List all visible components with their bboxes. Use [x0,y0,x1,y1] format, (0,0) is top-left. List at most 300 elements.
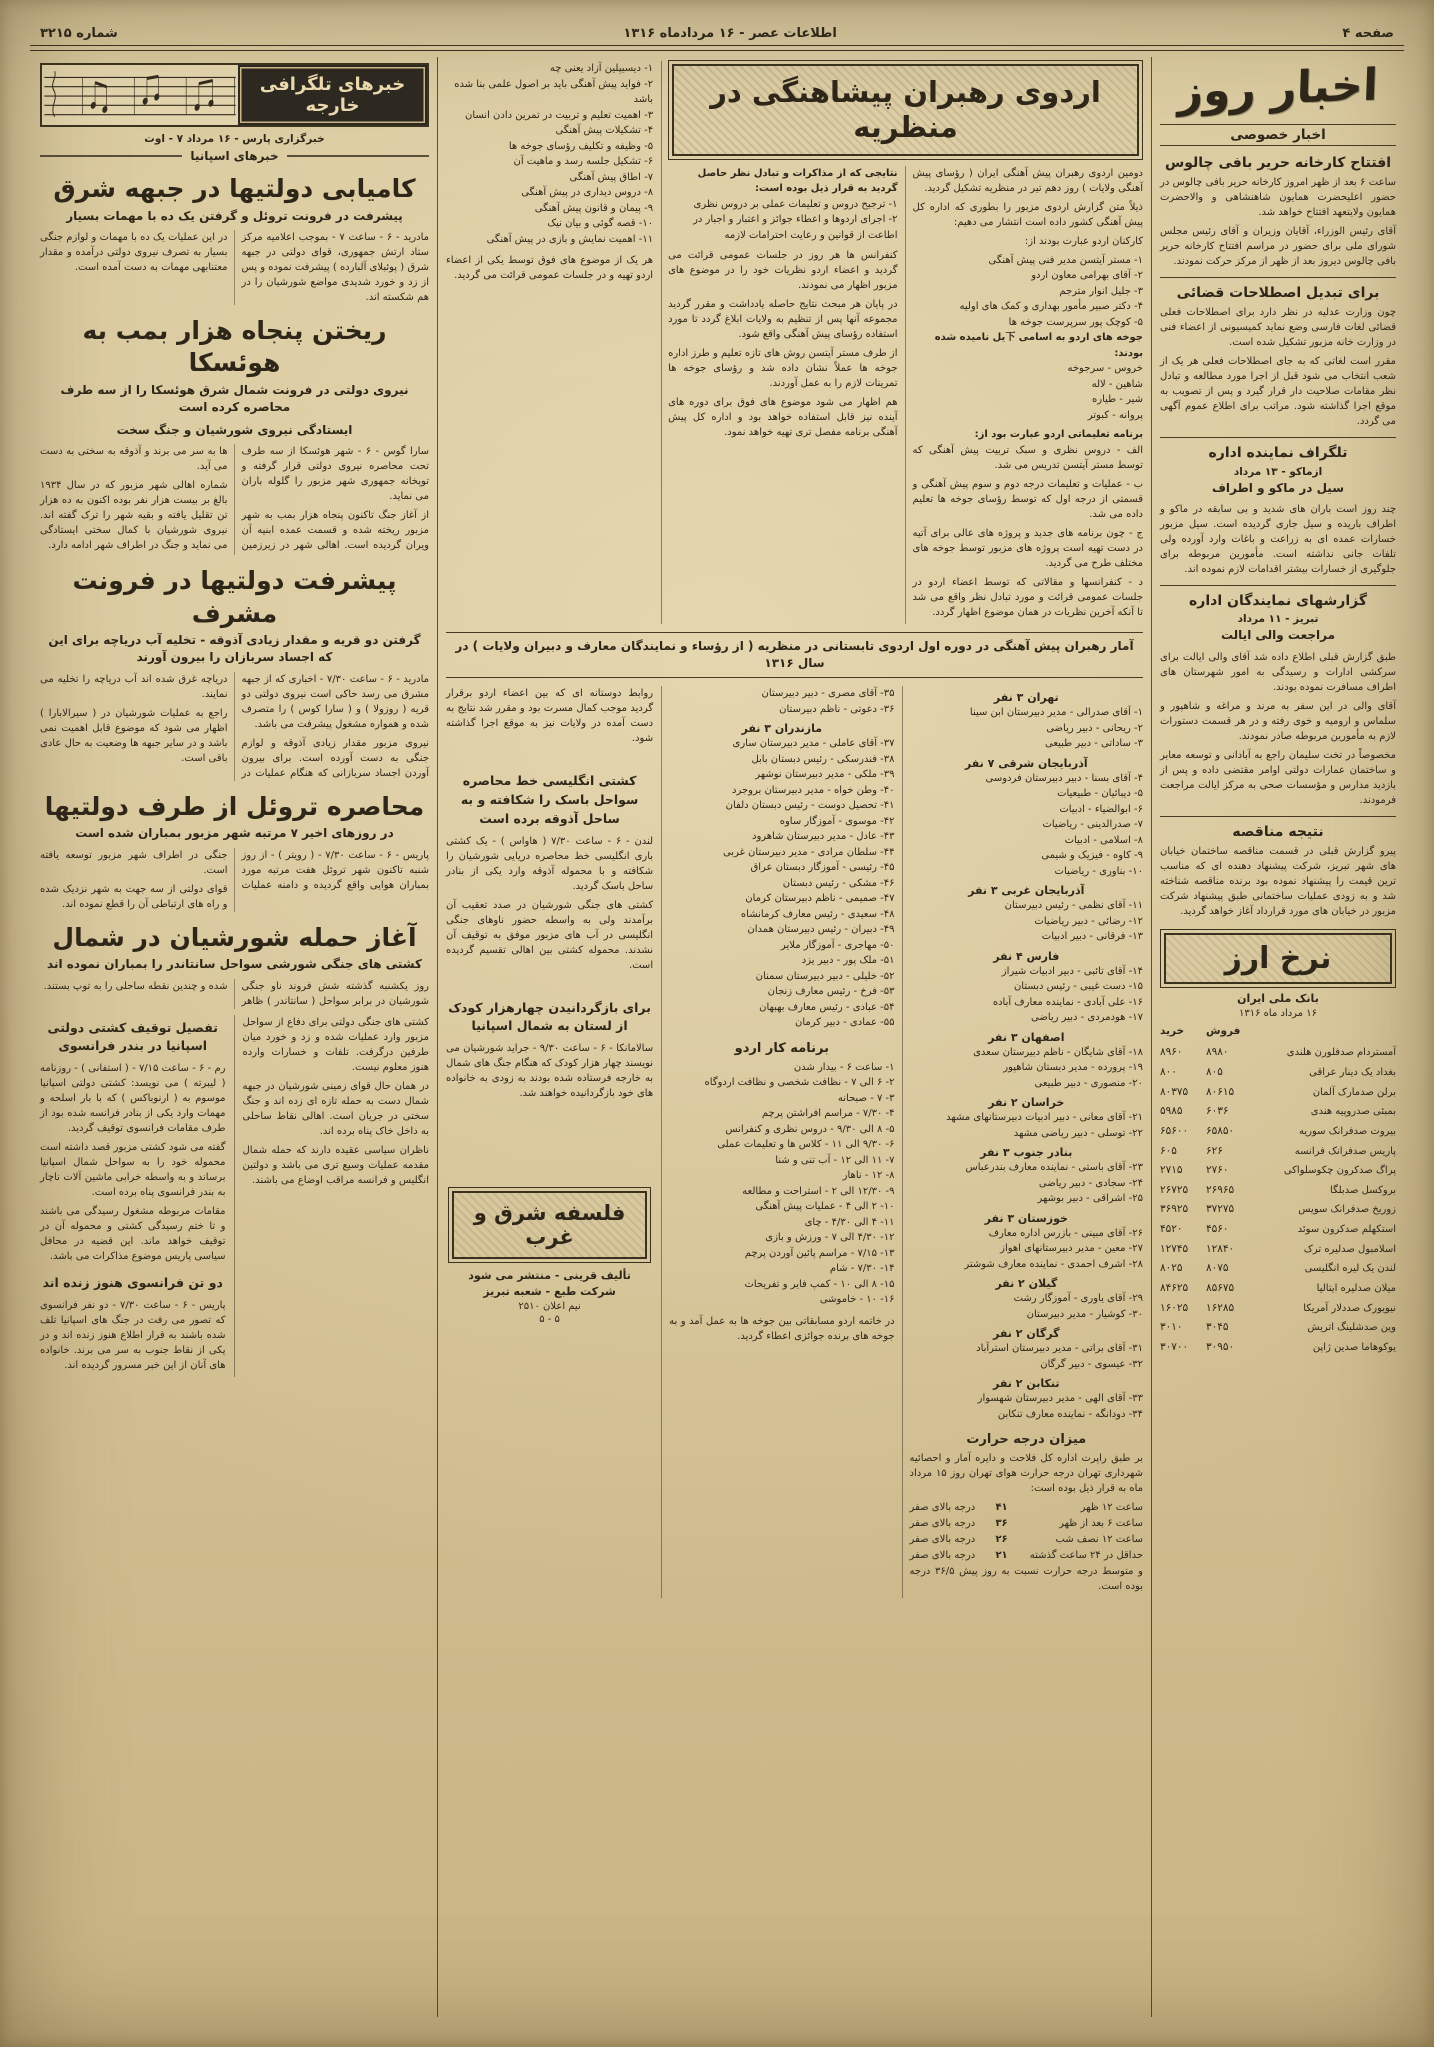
scout-intro-col-left [668,166,905,624]
exchange-sell-value: ۳۰۹۵۰ [1206,1340,1235,1353]
philosophy-ad-line: تألیف قرینی - منتشر می شود [468,1269,631,1283]
stats-entries [669,736,894,783]
exchange-row [1160,1203,1396,1217]
stats-entries [669,686,894,717]
exchange-sell-value: ۸۵۶۷۵ [1206,1282,1235,1295]
stats-entry: ۲۵- اشراقی - دبیر بوشهر [1037,1193,1143,1205]
stats-entry: ۴۷- صمیمی - ناظم دبیرستان کرمان [745,893,895,905]
exchange-row [1160,1282,1396,1296]
column-daily-news [1152,57,1404,2017]
stats-entry: ۳۸- فندرسکی - رئیس دبستان بابل [751,753,895,765]
paragraph: مادرید - ۶ - ساعت ۷/۳۰ - اخباری که از جبهه مشرق می رسد حاکی است نیروی دولتی دو قریه ( روزولا ) و ( سارا کوس ) را متصرف شده و همواره مشغول پیشرفت می باشد. [241,673,429,730]
paragraph: و متوسط درجه حرارت نسبت به روز پیش ۳۶/۵ درجه بوده است. [909,1566,1143,1593]
paragraph: کارکنان اردو عبارت بودند از: [1024,235,1143,247]
list-item: ۱- دیسیپلین آزاد یعنی چه [549,63,654,74]
list-item: ۳- اهمیت تعلیم و تربیت در تمرین دادن انسان [464,109,654,121]
temperature-row [910,1516,1143,1532]
stats-entries [910,1160,1143,1207]
stats-group-title: خوزستان ۳ نفر [984,1211,1068,1225]
foreign-bottom-split [40,1015,429,1377]
body-ship-seizure [40,1061,226,1264]
exchange-currency-name: نیویورک صددلار آمریکا [1303,1302,1396,1314]
stats-entry: ۴۵- رئیسی - آموزگار دبستان عراق [750,862,895,874]
stats-entry: ۴۱- تحصیل دوست - رئیس دبستان دلفان [725,800,895,812]
exchange-buy-value: ۱۶۰۲۵ [1160,1301,1189,1314]
headline-teruel-siege: محاصره تروئل از طرف دولتیها [44,791,425,821]
stats-entry: ۳- ساداتی - دبیر طبیعی [1044,738,1143,750]
temperature-value: ۳۶ [995,1518,1008,1530]
exchange-buy-value: ۵۹۸۵ [1160,1105,1183,1118]
stats-entries [910,1341,1143,1372]
schedule-item: ۷- ۱۱ الی ۱۲ - آب تنی و شنا [775,1154,895,1166]
paragraph: مقامات مربوطه مشغول رسیدگی می باشند و تا ختم رسیدگی کشتی و محموله آن در توقیف خواهد ماند. این قضیه در محافل سیاسی پاریس موضوع مذاکرات می باشد. [40,1206,226,1263]
list-item: ۱۰- قصه گوئی و بیان نیک [547,218,654,229]
stats-entry: ۵۲- خلیلی - دبیر دبیرستان سمنان [755,970,895,982]
stats-entry: ۶- ابوالضیاء - ادبیات [1059,803,1143,815]
scout-intro-columns [668,166,1143,624]
headline-huesca-bombs: ریختن پنجاه هزار بمب به هوئسکا [82,315,387,378]
paragraph: کشتی های جنگی شورشیان در صدد تعقیب آن برآمدند ولی به واسطه حضور ناوهای جنگی انگلیسی در آب های مزبور موفق به توقیف آن نشدند. محموله کشتی بین اهالی تقسیم گردیده است. [446,899,654,971]
exchange-sell-value: ۶۵۸۵۰ [1206,1124,1235,1137]
scout-closing [446,686,653,746]
list-item: ۱۱- اهمیت نمایش و بازی در پیش آهنگی [486,233,654,245]
temperature-label: حداقل در ۲۴ ساعت گذشته [1029,1550,1143,1562]
schedule-item: ۱۵- ۸ الی ۱۰ - کمپ فایر و تفریحات [744,1278,895,1290]
list-item: شیر - طیاره [1092,394,1143,406]
paragraph: سالامانکا - ۶ - ساعت ۹/۳۰ - جراید شورشیان می نویسند چهار هزار کودک که هنگام جنگ های شمال به خارجه فرستاده شده بودند به زودی به خانواده های خود بازگردانیده خواهند شد. [446,1043,654,1100]
exchange-sell-value: ۳۰۴۵ [1206,1321,1229,1334]
paragraph: آقای والی در این سفر به مرند و مراغه و شاهپور و سلماس و ارومیه و خوی رفته و در هر قسمت دستورات لازم به مأمورین مربوطه صادر نمودند. [1160,700,1396,742]
temperature-value: ۴۱ [995,1502,1008,1514]
schedule-item: ۱۱- ۴ الی ۴/۳۰ - چای [804,1216,895,1228]
exchange-bank-name: بانک ملی ایران [1237,991,1319,1005]
stats-group-title: اصفهان ۳ نفر [988,1030,1065,1044]
exchange-currency-name: بیروت صدفرانک سوریه [1299,1125,1396,1137]
list-item: ۲- اجرای اردوها و اعطاء جوائز و اعتبار و اجبار در اطاعت از قوانین و رعایت احترامات لازمه [693,214,898,241]
issue-number: شماره ۳۲۱۵ [40,26,118,41]
exchange-currency-name: وین صدشلینگ اتریش [1307,1322,1396,1334]
exchange-row [1160,1164,1396,1178]
body-north-attack [40,979,429,1009]
british-ship-body [446,834,653,973]
exchange-buy-value: ۴۵۲۰ [1160,1223,1183,1236]
subhead-north-attack: کشتی های جنگی شورشی سواحل سانتاندر را بمباران نموده اند [47,957,422,972]
philosophy-ad-publisher: شرکت طبع - شعبه تبریز [483,1285,616,1299]
list-item: ۵- کوچک پور سرپرست جوخه ها [1008,316,1143,328]
stats-entry: ۴- آقای بسنا - دبیر دبیرستان فردوسی [985,772,1143,784]
article-east-advance [40,565,429,781]
stats-entry: ۱- آقای صدرالی - مدیر دبیرستان ابن سینا [969,707,1143,719]
stats-entry: ۱۰- بناوری - ریاضیات [1054,865,1143,877]
exchange-sell-value: ۴۵۶۰ [1206,1223,1229,1236]
schedule-item: ۲- ۶ الی ۷ - نظافت شخصی و نظافت اردوگاه [704,1077,895,1089]
stats-entry: ۵۵- عمادی - دبیر کرمان [794,1017,895,1029]
paragraph: قوای دولتی از سه جهت به شهر نزدیک شده و راه های ارتباطی آن را قطع نموده اند. [40,883,228,910]
stats-group [910,1212,1143,1273]
paragraph: چند روز است باران های شدید و بی سابقه در ماکو و اطراف باریده و سیل جاری گردیده است. سیل مزبور خسارات عمده ای به زراعت و باغات وارد آورده ولی تلفات جانی نداشته است. مأمورین مربوطه برای جلوگیری از خسارات بیشتر اقدامات لازم نموده اند. [1160,503,1396,575]
stats-entry: ۱۶- علی آبادی - نماینده معارف آباده [992,996,1143,1008]
stats-entries [910,1110,1143,1141]
paragraph: بر طبق راپرت اداره کل فلاحت و دایره آمار و احصائیه شهرداری تهران درجه حرارت هوای تهران روز ۱۵ مرداد ماه به قرار ذیل بوده است: [909,1453,1143,1495]
stats-entry: ۴۰- وطن خواه - مدیر دبیرستان بروجرد [731,784,895,796]
temperature-value: ۲۱ [995,1550,1008,1562]
stats-entry: ۵- دیبائیان - طبیعیات [1057,788,1143,800]
exchange-buy-value: ۸۹۶۰ [1160,1046,1183,1059]
page-number: صفحه ۴ [1342,26,1394,41]
article-huesca-bombs [40,315,429,555]
temperature-table [910,1500,1143,1564]
scout-curriculum-column [446,61,662,624]
daily-news-calligraphy-title: اخبار روز [1177,59,1379,118]
paragraph: سارا گوس - ۶ - شهر هوئسکا از سه طرف تحت محاصره نیروی دولتی قرار گرفته و توپخانه جمهوری شهر مزبور را گلوله باران می نماید. [241,446,430,503]
paragraph: کشتی های جنگی دولتی برای دفاع از سواحل مزبور وارد عملیات شده و زد و خورد میان طرفین درگرفت. تلفات و خسارات وارده هنوز معلوم نیست. [242,1016,429,1073]
stats-group [910,1277,1143,1322]
foreign-bottom-right [235,1015,430,1377]
subhead-east-advance: گرفتن دو قریه و مقدار زیادی آذوقه - تخلیه آب دریاچه برای این که اجساد سربازان را بیرون آورند [48,633,421,665]
exchange-buy-value: ۲۶۷۲۵ [1160,1183,1189,1196]
subhead-flood-maku: سیل در ماکو و اطراف [1211,480,1345,495]
paragraph: پاریس - ۶ - ساعت ۷/۳۰ - ( رویتر ) - از روز شنبه تاکنون شهر تروئل هفت مرتبه مورد بمباران هوایی واقع گردیده و دامنه عملیات جنگی در اطراف شهر مزبور توسعه یافته است. [40,849,430,891]
article-teruel-siege [40,791,429,912]
exchange-row [1160,1302,1396,1316]
paragraph: پاریس - ۶ - ساعت ۷/۳۰ - دو نفر فرانسوی که تصور می رفت در جنگ های اسپانیا تلف شده باشند به قرار اطلاع هنوز زنده اند و در یکی از نقاط جنوب به سر می برند. خانواده های آنان از این خبر مسرور گردیده اند. [40,1299,226,1371]
stats-entry: ۲۰- منصوری - دبیر طبیعی [1034,1077,1143,1089]
stats-entry: ۵۰- مهاجری - آموزگار ملایر [780,939,895,951]
article-body-chalus [1160,175,1396,269]
exchange-buy-value: ۸۴۶۲۵ [1160,1282,1189,1295]
page-inner [30,24,1404,2029]
paragraph: ج - چون برنامه های جدید و پروژه های عالی برای آتیه در دست تهیه است پروژه های مزبور توسط جوخه های مختلف طرح می گردید. [912,527,1143,569]
scout-stats-header: آمار رهبران پیش آهنگی در دوره اول اردوی تابستانی در منظریه ( از رؤساء و نمایندگان معارف و دبیران ولایات ) در سال ۱۳۱۶ [446,632,1143,679]
exchange-date: ۱۶ مرداد ماه ۱۳۱۶ [1239,1007,1317,1019]
exchange-currency-name: لندن یک لیره انگلیسی [1304,1263,1396,1275]
stats-group [910,1096,1143,1141]
camp-program-title: برنامه کار اردو [734,1040,829,1056]
scout-main [662,61,1143,624]
stats-group-title: مازندران ۳ نفر [741,722,823,736]
exchange-sell-value: ۸۰۶۱۵ [1206,1085,1235,1098]
stats-entry: ۳۳- آقای الهی - مدیر دبیرستان شهسوار [977,1393,1143,1405]
article-east-front [40,173,429,305]
north-attack-continuation [243,1015,430,1188]
subhead-governor-return: مراجعت والی ایالت [1220,628,1336,643]
stats-entry: ۲۲- توسلی - دبیر ریاضی مشهد [1013,1127,1143,1139]
temperature-unit: درجه بالای صفر [909,1534,976,1546]
scout-curriculum-list [446,61,653,247]
temperature-unit: درجه بالای صفر [909,1502,976,1514]
article-title-chalus: افتتاح کارخانه حریر بافی چالوس [1164,155,1392,171]
exchange-buy-value: ۱۲۷۴۵ [1160,1242,1189,1255]
subhead-teruel-siege: در روزهای اخیر ۷ مرتبه شهر مزبور بمباران شده است [75,826,394,841]
stats-group-title: خراسان ۲ نفر [988,1096,1065,1110]
column-scout-camp [438,57,1152,2017]
paragraph: هر یک از موضوع های فوق توسط یکی از اعضاء اردو تهیه و در جلسات عمومی قرائت می گردید. [446,255,654,281]
exchange-row [1160,1243,1396,1257]
headline-east-advance: پیشرفت دولتیها در فرونت مشرف [72,566,397,628]
scout-discussion [668,248,897,440]
exchange-buy-value: ۸۰۰ [1160,1066,1177,1078]
stats-entries [910,1045,1143,1092]
article-title-tender-result: نتیجه مناقصه [1160,816,1396,841]
stats-entry: ۵۴- عبادی - رئیس معارف بهبهان [759,1001,895,1013]
exchange-table-header [1160,1025,1396,1039]
exchange-currency-name: بروکسل صدبلگا [1330,1184,1396,1196]
stats-entry: ۲۶- آقای مبینی - بازرس اداره معارف [988,1227,1143,1239]
exchange-currency-name: برلن صدمارک آلمان [1312,1086,1396,1098]
stats-group-title: فارس ۴ نفر [993,949,1060,963]
stats-entry: ۲۱- آقای معانی - دبیر ادبیات دبیرستانهای مشهد [946,1112,1143,1124]
exchange-sell-value: ۶۲۶ [1206,1144,1223,1157]
headline-north-attack: آغاز حمله شورشیان در شمال [52,922,417,952]
paragraph: آقای رئیس الوزراء، آقایان وزیران و آقای رئیس مجلس شورای ملی برای حضور در مراسم افتتاح کارخانه حریر بافی چالوس دیروز بعد از ظهر از مرکز حرکت نمودند. [1160,226,1396,268]
exchange-sell-value: ۱۶۲۸۵ [1206,1301,1235,1314]
stats-entries [910,898,1143,945]
columns [30,57,1404,2017]
exchange-row [1160,1046,1396,1060]
subhead-east-front: پیشرفت در فرونت تروئل و گرفتن یک ده با مهمات بسیار [66,208,403,223]
exchange-buy-label: خرید [1160,1024,1185,1037]
paragraph: طبق گزارش قبلی اطلاع داده شد آقای والی ایالت برای سرکشی ادارات و رسیدگی به امور شهرستان های اطراف مسافرت نموده بودند. [1160,651,1396,693]
article-title-telegraph: تلگراف نماینده اداره [1160,437,1396,462]
stats-entry: ۴۸- سعیدی - رئیس معارف کرمانشاه [740,908,895,920]
scout-curriculum-note [446,253,653,283]
exchange-currency-name: اسلامبول صدلیره ترک [1303,1243,1396,1255]
stats-entry: ۱۳- فرقانی - دبیر ادبیات [1041,931,1143,943]
stats-group [910,1031,1143,1092]
stats-entry: ۱۷- هودمردی - دبیر ریاضی [1031,1012,1143,1024]
paragraph: ساعت ۶ بعد از ظهر امروز کارخانه حریر بافی چالوس در حضور اعلیحضرت همایون شاهنشاهی و والاحضرت همایون ولایتعهد افتتاح خواهد شد. [1160,177,1396,219]
stats-entries [910,1391,1143,1422]
masthead [30,24,1404,45]
masthead-title: اطلاعات عصر - ۱۶ مردادماه ۱۳۱۶ [623,26,837,41]
scout-patrols-note: جوخه های اردو به اسامی 下یل نامیده شده بودند: [934,332,1143,359]
paragraph: نیروی مزبور مقدار زیادی آذوقه و لوازم جنگی به دست آورده است. برای بیرون آوردن اجساد سربازانی که هنگام عملیات در دریاچه غرق شده اند آب دریاچه را تخلیه می نمایند. [40,673,429,779]
stats-entry: ۵۳- فرخ - رئیس معارف زنجان [767,986,895,998]
paragraph: ناظران سیاسی عقیده دارند که حمله شمال مقدمه عملیات وسیع تری می باشد و دولتین انگلیس و فرانسه مراقب اوضاع می باشند. [242,1144,429,1186]
list-item: ۴- تشکیلات پیش آهنگی [555,125,654,136]
exchange-row [1160,1184,1396,1198]
paragraph: پیرو گزارش قبلی در قسمت مناقصه ساختمان خیابان های شهر تبریز، شرکت پیشنهاد دهنده ای که مناسب ترین قیمت را پیشنهاد نموده بود برنده مناقصه شناخته شد و به زودی عملیات ساختمانی طبق پیشنهاد شرکت مزبور در خیابان های مورد قرارداد آغاز خواهد گردید. [1160,845,1396,917]
stats-entry: ۳۴- دودانگه - نماینده معارف تنکابن [997,1408,1143,1420]
exchange-currency-name: پاریس صدفرانک فرانسه [1294,1145,1396,1157]
exchange-buy-value: ۶۰۵ [1160,1144,1177,1157]
paragraph: در خاتمه اردو مسابقاتی بین جوخه ها به عمل آمد و به جوخه های برنده جوائزی اعطاء گردید. [669,1315,895,1342]
paragraph: گفته می شود کشتی مزبور قصد داشته است محموله خود را به سواحل شمال اسپانیا برساند و به واسطه خرابی ماشین آلات ناچار به بندر فرانسوی پناه برده است. [40,1142,226,1199]
paragraph: ب - عملیات و تعلیمات درجه دوم و سوم پیش آهنگی و قسمتی از درجه اول که توسط رؤسای جوخه ها تعلیم داده می شد. [912,478,1143,520]
stats-group-title: گرگان ۲ نفر [993,1327,1060,1341]
article-body-governor [1160,650,1396,808]
list-item: ۳- جلیل انوار مترجم [1059,285,1143,297]
private-news-header: اخبار خصوصی [1160,124,1396,146]
stats-entries [910,964,1143,1026]
stats-entry: ۱۲- رضائی - دبیر ریاضیات [1034,915,1143,927]
scout-results-intro: نتایجی که از مذاکرات و تبادل نظر حاصل گردید به قرار ذیل بوده است: [697,167,898,195]
paragraph: کنفرانس ها هر روز در جلسات عمومی قرائت می گردید و اعضاء اردو نظریات خود را در موضوع های مزبور اظهار می نمودند. [668,250,898,292]
temperature-label: ساعت ۱۲ ظهر [1080,1502,1143,1514]
schedule-item: ۹- ۱۲/۳۰ الی ۲ - استراحت و مطالعه [742,1185,895,1197]
list-item: ۴- دکتر صبیر مأمور بهداری و کمک های اولیه [959,301,1143,313]
exchange-currency-name: یوکوهاما صدین ژاپن [1312,1341,1396,1353]
exchange-buy-value: ۳۶۹۲۵ [1160,1203,1189,1216]
exchange-sell-value: ۸۰۷۵ [1206,1262,1229,1275]
paragraph: در این عملیات یک ده با مهمات و لوازم جنگی بسیار به تصرف نیروی دولتی درآمده و مقدار معتنابهی مهمات به دست آمده است. [40,231,228,273]
exchange-sell-value: ۱۲۸۴۰ [1206,1242,1235,1255]
temperature-intro [910,1451,1143,1496]
temperature-label: ساعت ۶ بعد از ظهر [1059,1518,1143,1530]
list-item: ۱- مستر آیتسن مدیر فنی پیش آهنگی [988,254,1143,266]
article-north-attack [40,922,429,1009]
stats-entry: ۹- کاوه - فیزیک و شیمی [1041,850,1143,862]
stats-entry: ۲- ریحانی - دبیر ریاضی [1046,722,1143,734]
schedule-item: ۵- ۸ الی ۹/۳۰ - دروس نظری و کنفرانس [725,1123,895,1135]
exchange-sell-label: فروش [1206,1024,1241,1037]
exchange-buy-value: ۸۰۳۷۵ [1160,1085,1189,1098]
schedule-item: ۱۴- ۷/۳۰ - شام [829,1263,895,1275]
temperature-value: ۲۶ [995,1534,1008,1546]
exchange-row [1160,1321,1396,1335]
paragraph: راجع به عملیات شورشیان در ( سیرالابارا ) اظهار می شود که موضوع قابل اهمیت نمی باشد و در سایر جبهه ها وضعیت به حال عادی باقی است. [40,707,228,764]
schedule-item: ۶- ۹/۳۰ الی ۱۱ - کلاس ها و تعلیمات عملی [717,1139,895,1151]
stats-entry: ۲۳- آقای باستی - نماینده معارف بندرعباس [965,1162,1143,1174]
paragraph: از طرف مستر آیتسن روش های تازه تعلیم و طرز اداره جوخه ها عملاً نشان داده شد و رؤسای جوخه ها تمرینات لازم را به عمل آوردند. [668,348,898,390]
stats-group-title: آذربایجان غربی ۳ نفر [968,884,1085,898]
exchange-buy-value: ۸۰۲۵ [1160,1262,1183,1275]
exchange-currency-name: میلان صدلیره ایتالیا [1316,1283,1396,1295]
headline-ship-seizure: تفصیل توقیف کشتی دولتی اسپانیا در بندر فرانسوی [47,1019,218,1054]
body-huesca [40,444,429,555]
paragraph: مخصوصاً در تخت سلیمان راجع به آبادانی و توسعه معابر و ساختمان عمارات دولتی اوامر مقتضی داده و پس از بازدید مدارس و مؤسسات صحی به مرکز ایالت مراجعت فرمودند. [1160,749,1396,806]
subhead-huesca-resistance: ایستادگی نیروی شورشیان و جنگ سخت [116,422,353,437]
stats-entries [910,1291,1143,1322]
paragraph: ذیلاً متن گزارش اردوی مزبور را بطوری که اداره کل پیش آهنگی کشور داده است انتشار می دهیم: [912,201,1143,228]
list-item: خروس - سرجوخه [1067,363,1143,375]
stats-entry: ۱۴- آقای تائبی - دبیر ادبیات شیراز [1001,965,1143,977]
children-return-body [446,1041,653,1101]
spain-news-header-text: خبرهای اسپانیا [190,149,279,163]
stats-group [910,691,1143,752]
scout-misc-column [446,686,662,1598]
paragraph: در پایان هر مبحث نتایج حاصله یادداشت و مقرر گردید مجموعه آنها پس از تنظیم به ولایات ابلاغ گردد تا مورد استفاده رؤسای پیش آهنگی واقع شود. [668,299,898,341]
exchange-sell-value: ۸۰۵ [1206,1066,1223,1078]
stats-group [910,1377,1143,1422]
scout-stats-col-right [903,686,1143,1598]
camp-schedule-list [669,1060,894,1308]
paragraph: لندن - ۶ - ساعت ۷/۳۰ ( هاواس ) - یک کشتی باری انگلیسی خط محاصره دریایی شورشیان را شکافته و با محموله آذوقه وارد یکی از بنادر ساحل باسک گردید. [446,835,654,892]
temperature-row [910,1532,1143,1548]
stats-entry: ۳۱- آقای براتی - مدیر دبیرستان استرآباد [976,1343,1143,1355]
british-ship-headline: کشتی انگلیسی خط محاصره سواحل باسک را شکافته و به ساحل آذوقه برده است [460,773,639,826]
scout-program-intro: برنامه تعلیماتی اردو عبارت بود از: [974,429,1143,441]
stats-entry: ۳۹- ملکی - مدیر دبیرستان نوشهر [755,769,895,781]
stats-entries [669,783,894,1031]
exchange-row [1160,1223,1396,1237]
stats-group-title: تهران ۳ نفر [993,691,1059,705]
paragraph: شماره اهالی شهر مزبور که در سال ۱۹۳۴ بالغ بر بیست هزار نفر بوده اکنون به ده هزار تن تقلیل یافته و بقیه شهر را ترک گفته اند. نیروی شورشیان با کمال سختی ایستادگی می نماید و جنگ در اطراف شهر ادامه دارد. [40,480,228,552]
temperature-row [910,1500,1143,1516]
schedule-item: ۱۳- ۷/۱۵ - مراسم پائین آوردن پرچم [744,1247,895,1259]
stats-entry: ۱۵- دست غیبی - رئیس دبستان [1013,981,1143,993]
scout-staff-list [913,253,1143,331]
article-title-judicial-terms: برای تبدیل اصطلاحات قضائی [1160,277,1396,302]
dateline-tabriz: تبریز - ۱۱ مرداد [1237,613,1319,626]
list-item: ۲- فواید پیش آهنگی باید بر اصول علمی بنا شده باشد [454,78,654,105]
stats-entry: ۲۷- معین - مدیر دبیرستانهای اهواز [1000,1243,1143,1255]
article-body-judicial-terms [1160,305,1396,429]
exchange-row [1160,1341,1396,1355]
stats-group-title: تنکابن ۲ نفر [993,1377,1060,1391]
scout-intro [913,166,1143,249]
exchange-row [1160,1262,1396,1276]
list-item: ۶- تشکیل جلسه رسد و ماهیت آن [513,156,654,167]
column-foreign-news [32,57,438,2017]
scout-program [913,443,1143,620]
temperature-note [910,1564,1143,1594]
stats-entry: ۷- صدرالدینی - ریاضیات [1042,819,1143,831]
list-item: ۸- دروس دیداری در پیش آهنگی [521,187,654,198]
exchange-row [1160,1145,1396,1159]
paragraph: مقرر است لغاتی که به جای اصطلاحات فعلی هر یک از شعب انتخاب می شود قبل از اجرا مورد مطالعه و تبادل نظر مقامات صلاحیت دار قرار گیرد و پس از تصویب به موقع اجرا گذاشته شود. مراتب برای اطلاع عموم آگهی می گردد. [1160,356,1396,428]
stats-group-title: بنادر جنوب ۳ نفر [980,1146,1073,1160]
stats-group-title: آذربایجان شرقی ۷ نفر [964,756,1088,770]
stats-entry: ۳۶- دعوتی - ناظم دبیرستان [779,703,895,715]
scout-bottom-row [446,686,1143,1598]
stats-entry: ۲۹- آقای یاوری - آموزگار رشت [1013,1293,1143,1305]
exchange-sell-value: ۶۰۳۶ [1206,1105,1229,1118]
schedule-item: ۱- ساعت ۶ - بیدار شدن [793,1061,895,1073]
exchange-rate-box-title: نرخ ارز [1164,933,1392,984]
stats-entry: ۴۶- مشکی - رئیس دبستان [782,877,895,889]
stats-entries [910,771,1143,880]
stats-entry: ۲۸- اشرف احمدی - نماینده معارف شوشتر [964,1258,1143,1270]
foreign-bottom-left [40,1015,235,1377]
stats-entry: ۳۵- آقای مصری - دبیر دبیرستان [761,688,895,700]
list-item: ۵- وظیفه و تکلیف رؤسای جوخه ها [508,140,654,152]
paragraph: چون وزارت عدلیه در نظر دارد برای اصطلاحات فعلی قضائی لغات فارسی وضع نماید کمیسیونی از اعضاء فنی در وزارت خانه مزبور تشکیل شده است. [1160,307,1396,349]
article-body-flood [1160,502,1396,577]
exchange-sell-value: ۲۷۶۰ [1206,1164,1229,1177]
news-agency-dateline: خبرگزاری پارس - ۱۶ مرداد ۷ - اوت [144,133,325,145]
exchange-sell-value: ۸۹۸۰ [1206,1046,1229,1059]
stats-entry: ۴۲- موسوی - آموزگار ساوه [779,815,895,827]
temperature-title: میزان درجه حرارت [966,1432,1087,1448]
paragraph: هم اظهار می شود موضوع های فوق برای دوره های آینده نیز قابل استفاده خواهد بود و اداره کل پیش آهنگی برنامه مفصل تری تهیه خواهد نمود. [668,397,898,439]
stats-group [910,1327,1143,1372]
temperature-row [910,1548,1143,1564]
stats-entry: ۱۸- آقای شایگان - ناظم دبیرستان سعدی [973,1046,1143,1058]
paragraph: الف - دروس نظری و سبک تربیت پیش آهنگی که توسط مستر آیتسن تدریس می شد. [912,444,1143,471]
exchange-currency-name: بمبئی صدروپیه هندی [1310,1106,1396,1118]
paragraph: از آغاز جنگ تاکنون پنجاه هزار بمب به شهر مزبور ریخته شده و قسمت عمده ابنیه آن ویران گردیده است. اهالی شهر در زیرزمین ها به سر می برند و آذوقه به سختی به دست می آید. [40,446,429,552]
after-schedule-note [669,1314,894,1344]
paragraph: دومین اردوی رهبران پیش آهنگی ایران ( رؤسای پیش آهنگی ولایات ) روز دهم تیر در منظریه تشکیل گردید. [912,167,1143,194]
scout-stats-col-left [662,686,902,1598]
schedule-item: ۳- ۷ - صبحانه [837,1092,895,1104]
exchange-row [1160,1086,1396,1100]
exchange-currency-name: بغداد یک دینار عراقی [1309,1067,1396,1078]
article-title-reports: گزارشهای نمایندگان اداره [1160,585,1396,610]
stats-entries [910,1226,1143,1273]
temperature-unit: درجه بالای صفر [909,1518,976,1530]
masthead-rule [30,45,1404,51]
exchange-currency-name: استکهلم صدکرون سوئد [1297,1224,1396,1236]
stats-entry: ۵۱- ملک پور - دبیر یزد [801,955,895,967]
exchange-currency-name: آمستردام صدفلورن هلندی [1286,1047,1396,1059]
body-frenchmen-alive [40,1298,226,1373]
body-teruel [40,848,429,912]
exchange-buy-value: ۶۵۶۰۰ [1160,1124,1189,1137]
exchange-buy-value: ۲۷۱۵ [1160,1164,1183,1177]
list-item: ۲- آقای بهرامی معاون اردو [1031,270,1143,282]
